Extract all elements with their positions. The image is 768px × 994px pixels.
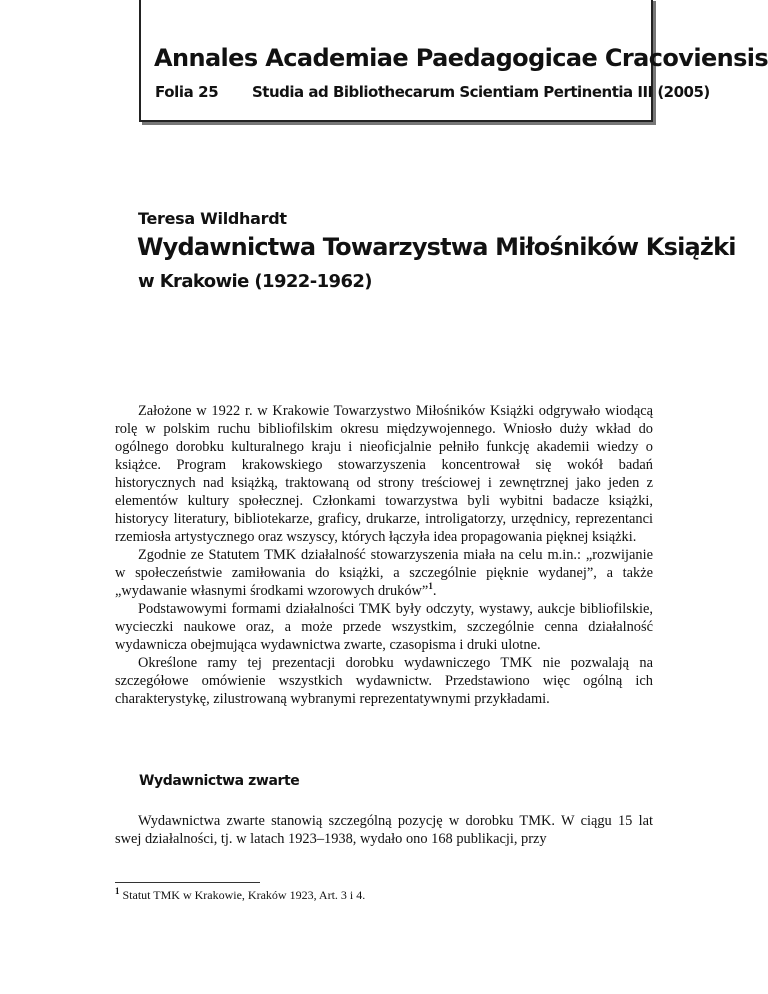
paragraph: Określone ramy tej prezentacji dorobku wydawniczego TMK nie pozwalają na szczegółowe omówienie wszystkich wydawnictw. Przedstawiono więc ogólną ich charakterystykę, zilustrowaną wybranymi reprezentatywnymi przykładami.: [115, 655, 653, 707]
section-text: [115, 812, 653, 848]
series-title: Studia ad Bibliothecarum Scientiam Pertinentia III (2005): [252, 83, 710, 101]
folia-number: Folia 25: [155, 83, 219, 101]
article-title: Wydawnictwa Towarzystwa Miłośników Książki: [137, 233, 736, 261]
paragraph-text: Zgodnie ze Statutem TMK działalność stowarzyszenia miała na celu m.in.: „rozwijanie w społeczeństwie zamiłowania do książki, a szczególnie pięknie wydanej”, a także „wydawanie własnymi środkami wzorowych druków”: [115, 547, 653, 599]
article-subtitle: w Krakowie (1922-1962): [138, 271, 372, 292]
article-author: Teresa Wildhardt: [138, 209, 287, 228]
footnote: [115, 888, 365, 903]
footnote-text: Statut TMK w Krakowie, Kraków 1923, Art. 3 i 4.: [122, 888, 366, 902]
journal-title: Annales Academiae Paedagogicae Cracoviensis: [154, 44, 768, 72]
paragraph: Wydawnictwa zwarte stanowią szczególną pozycję w dorobku TMK. W ciągu 15 lat swej działalności, tj. w latach 1923–1938, wydało ono 168 publikacji, przy: [115, 813, 653, 847]
paragraph: Założone w 1922 r. w Krakowie Towarzystwo Miłośników Książki odgrywało wiodącą rolę w polskim ruchu bibliofilskim okresu międzywojennego. Wniosło duży wkład do ogólnego dorobku kulturalnego kraju i nieoficjalnie pełniło funkcję akademii wiedzy o książce. Program krakowskiego stowarzyszenia koncentrował się wokół badań historycznych nad książką, traktowaną od strony treściowej i zewnętrznej jako jeden z elementów kultury społecznej. Członkami towarzystwa byli wybitni badacze książki, historycy literatury, bibliotekarze, graficy, drukarze, introligatorzy, urzędnicy, reprezentanci rzemiosła artystycznego oraz wszyscy, których łączyła idea propagowania pięknej książki.: [115, 403, 653, 545]
footnote-number: 1: [115, 886, 120, 896]
paragraph: Podstawowymi formami działalności TMK były odczyty, wystawy, aukcje bibliofilskie, wycieczki naukowe oraz, a może przede wszystkim, szczególnie cenna działalność wydawnicza obejmująca wydawnictwa zwarte, czasopisma i druki ulotne.: [115, 601, 653, 653]
paragraph: Zgodnie ze Statutem TMK działalność stowarzyszenia miała na celu m.in.: „rozwijanie w społeczeństwie zamiłowania do książki, a szczególnie pięknie wydanej”, a także „wydawanie własnymi środkami wzorowych druków”$^1$.: [115, 547, 653, 599]
intro-text: [115, 402, 653, 708]
section-heading: Wydawnictwa zwarte: [139, 773, 300, 789]
footnote-divider: [115, 882, 260, 883]
footnote-ref[interactable]: 1: [428, 581, 433, 592]
